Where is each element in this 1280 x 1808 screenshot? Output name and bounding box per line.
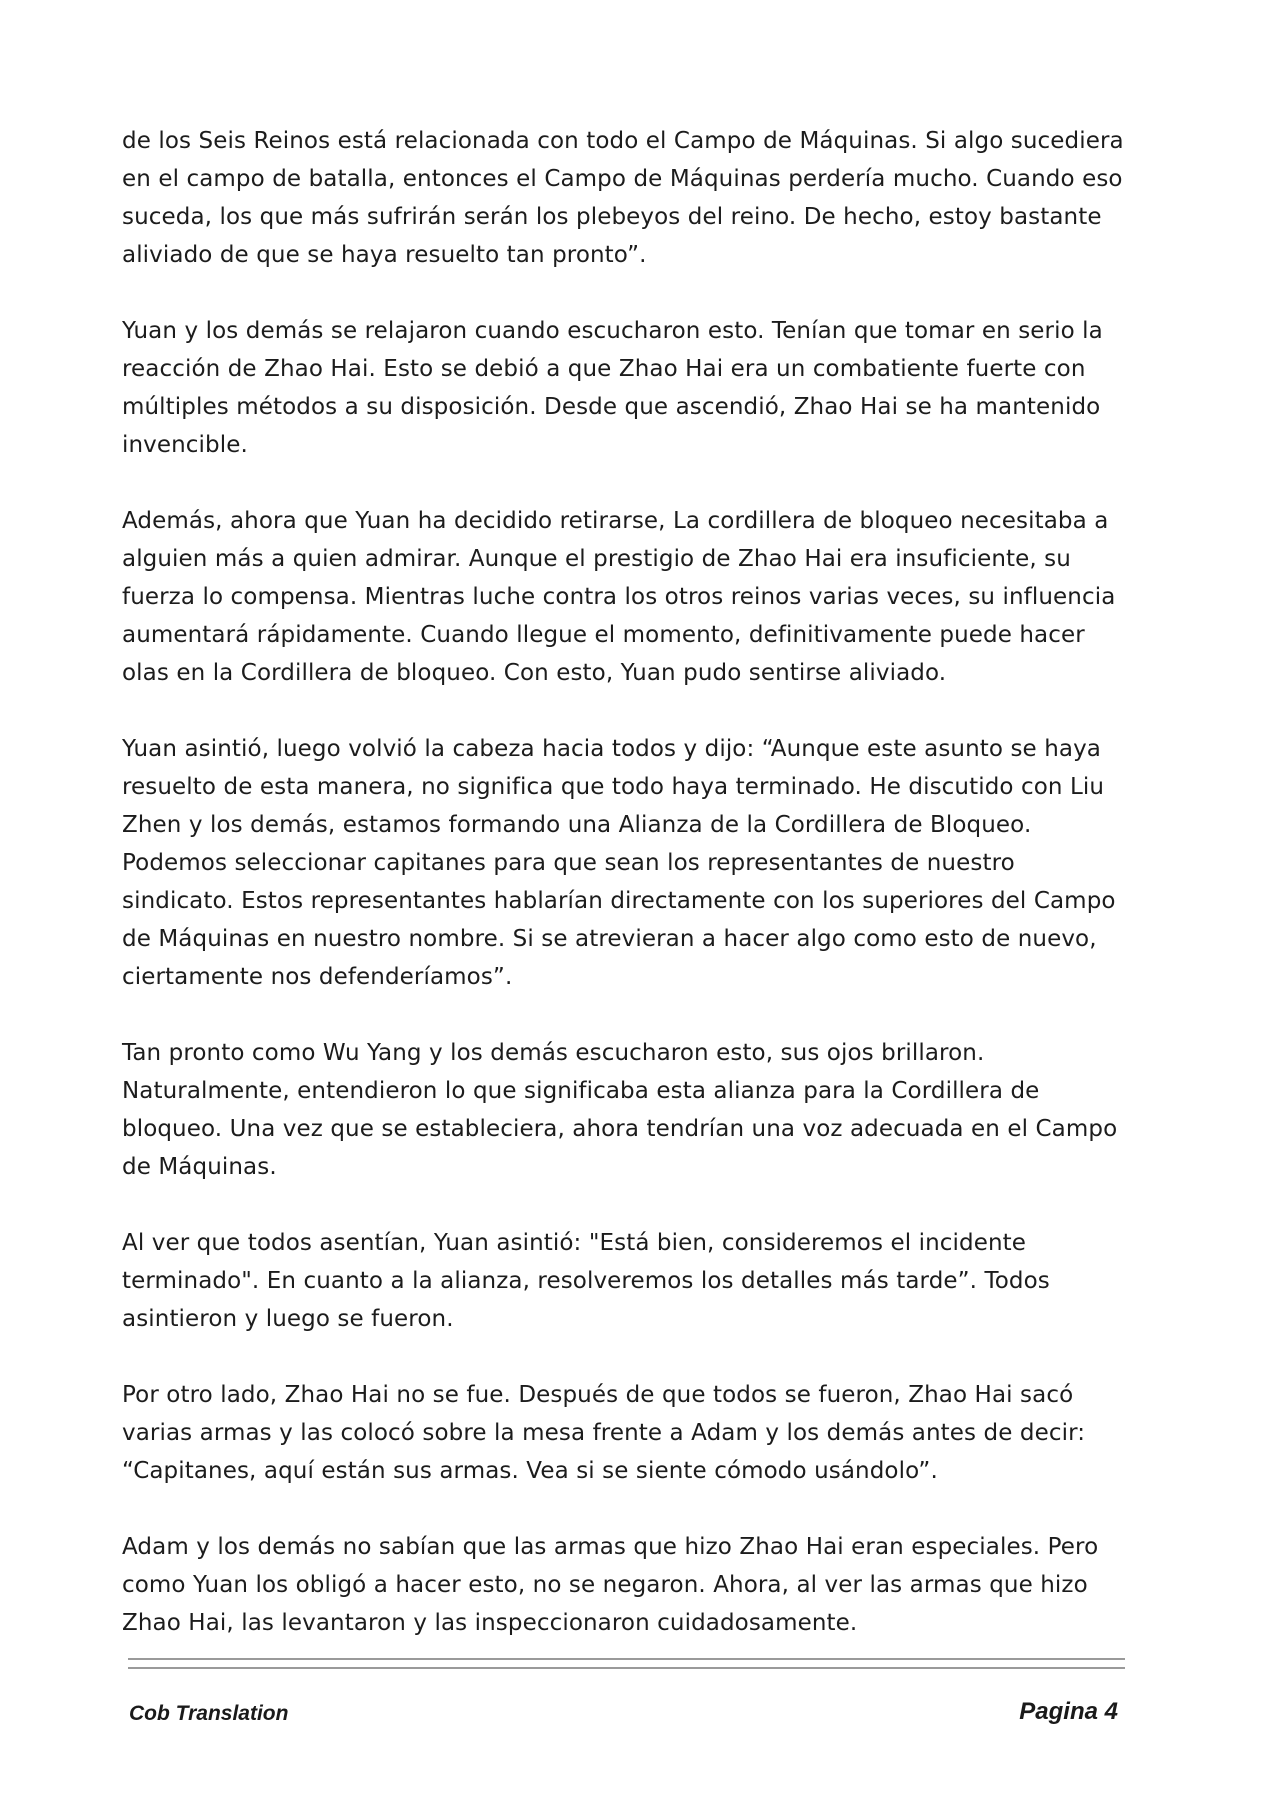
footer-page-number: Pagina 4 [1019, 1698, 1118, 1725]
paragraph: de los Seis Reinos está relacionada con todo el Campo de Máquinas. Si algo sucediera en el campo de batalla, entonces el Campo de Máquinas perdería mucho. Cuando eso suceda, los que más sufrirán serán los plebeyos del reino. De hecho, estoy bastante aliviado de que se haya resuelto tan pronto”. [122, 128, 1124, 268]
paragraph: Tan pronto como Wu Yang y los demás escucharon esto, sus ojos brillaron. Naturalmente, entendieron lo que significaba esta alianza para la Cordillera de bloqueo. Una vez que se estableciera, ahora tendrían una voz adecuada en el Campo de Máquinas. [122, 1040, 1118, 1180]
paragraph: Yuan y los demás se relajaron cuando escucharon esto. Tenían que tomar en serio la reacción de Zhao Hai. Esto se debió a que Zhao Hai era un combatiente fuerte con múltiples métodos a su disposición. Desde que ascendió, Zhao Hai se ha mantenido invencible. [122, 318, 1103, 458]
paragraph: Por otro lado, Zhao Hai no se fue. Después de que todos se fueron, Zhao Hai sacó varias armas y las colocó sobre la mesa frente a Adam y los demás antes de decir: “Capitanes, aquí están sus armas. Vea si se siente cómodo usándolo”. [122, 1382, 1086, 1484]
paragraph: Al ver que todos asentían, Yuan asintió: "Está bien, consideremos el incidente terminado". En cuanto a la alianza, resolveremos los detalles más tarde”. Todos asintieron y luego se fueron. [122, 1230, 1050, 1332]
footer-divider-bottom [128, 1667, 1125, 1669]
footer-divider-top [128, 1658, 1125, 1660]
footer-translator-name: Cob Translation [129, 1702, 289, 1725]
paragraph: Además, ahora que Yuan ha decidido retirarse, La cordillera de bloqueo necesitaba a alguien más a quien admirar. Aunque el prestigio de Zhao Hai era insuficiente, su fuerza lo compensa. Mientras luche contra los otros reinos varias veces, su influencia aumentará rápidamente. Cuando llegue el momento, definitivamente puede hacer olas en la Cordillera de bloqueo. Con esto, Yuan pudo sentirse aliviado. [122, 508, 1116, 686]
body-text [122, 122, 1132, 1680]
paragraph: Adam y los demás no sabían que las armas que hizo Zhao Hai eran especiales. Pero como Yuan los obligó a hacer esto, no se negaron. Ahora, al ver las armas que hizo Zhao Hai, las levantaron y las inspeccionaron cuidadosamente. [122, 1534, 1099, 1636]
paragraph: Yuan asintió, luego volvió la cabeza hacia todos y dijo: “Aunque este asunto se haya resuelto de esta manera, no significa que todo haya terminado. He discutido con Liu Zhen y los demás, estamos formando una Alianza de la Cordillera de Bloqueo. Podemos seleccionar capitanes para que sean los representantes de nuestro sindicato. Estos representantes hablarían directamente con los superiores del Campo de Máquinas en nuestro nombre. Si se atrevieran a hacer algo como esto de nuevo, ciertamente nos defenderíamos”. [122, 736, 1116, 990]
